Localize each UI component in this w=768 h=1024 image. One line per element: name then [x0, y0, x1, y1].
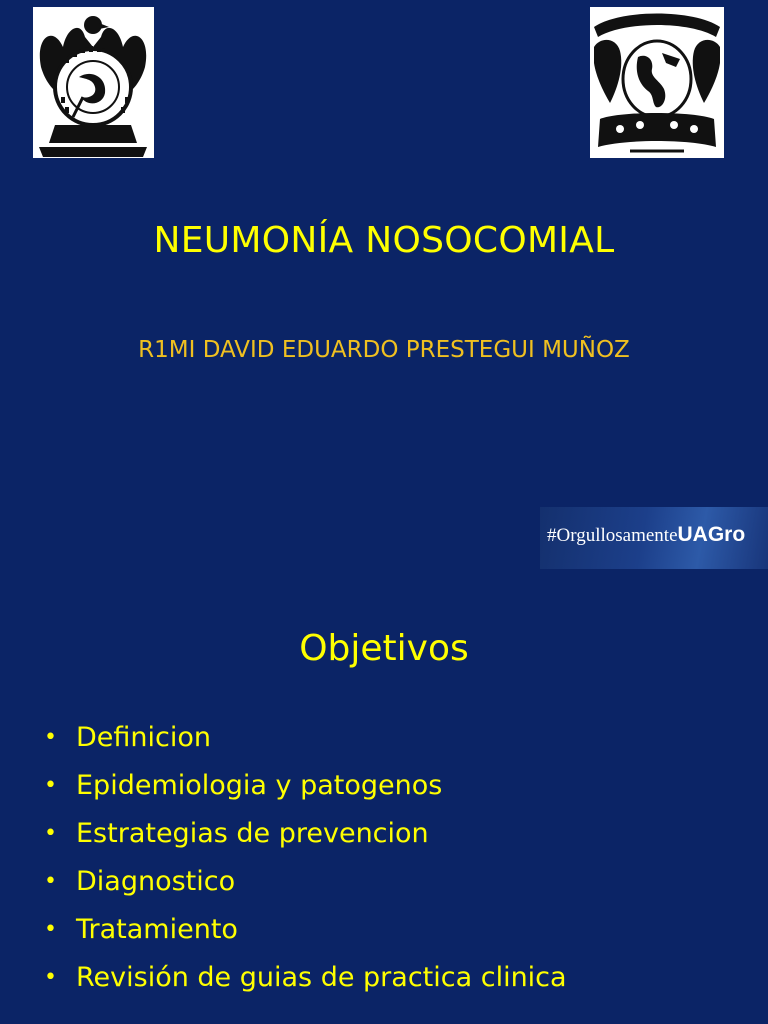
hashtag-text — [547, 523, 745, 547]
list-item-label: Revisión de guias de practica clinica — [76, 962, 567, 993]
list-item — [40, 908, 567, 956]
list-item-label: Definicion — [76, 722, 211, 753]
bullet-icon: • — [44, 917, 57, 942]
list-item — [40, 956, 567, 1004]
list-item-label: Estrategias de prevencion — [76, 818, 429, 849]
bullet-icon: • — [44, 773, 57, 798]
objectives-title: Objetivos — [299, 628, 469, 669]
presenter-name: R1MI DAVID EDUARDO PRESTEGUI MUÑOZ — [138, 337, 630, 363]
bullet-icon: • — [44, 821, 57, 846]
uagro-seal-icon — [33, 7, 154, 158]
hashtag-prefix: #Orgullosamente — [547, 525, 678, 546]
list-item — [40, 812, 567, 860]
list-item-label: Tratamiento — [76, 914, 238, 945]
brand-name: UAGro — [677, 523, 746, 546]
list-item-label: Epidemiologia y patogenos — [76, 770, 443, 801]
bullet-icon: • — [44, 725, 57, 750]
objectives-slide — [0, 596, 768, 1024]
list-item — [40, 764, 567, 812]
objectives-list — [40, 716, 567, 1004]
bullet-icon: • — [44, 965, 57, 990]
slide-title: NEUMONÍA NOSOCOMIAL — [153, 220, 615, 261]
list-item — [40, 860, 567, 908]
list-item-label: Diagnostico — [76, 866, 236, 897]
list-item — [40, 716, 567, 764]
hashtag-banner — [540, 507, 768, 569]
bullet-icon: • — [44, 869, 57, 894]
unam-seal-icon — [590, 7, 724, 158]
